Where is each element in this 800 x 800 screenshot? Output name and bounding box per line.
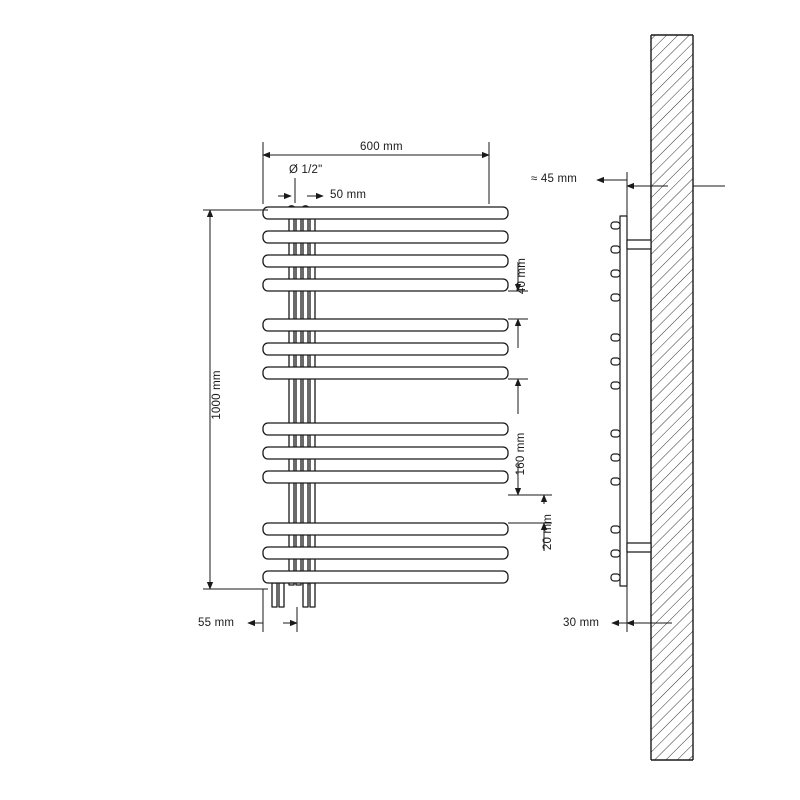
wall-brackets (627, 240, 651, 552)
dim-label-bottom-offset: 55 mm (198, 617, 235, 629)
dim-label-gap-tiny: 20 mm (542, 513, 554, 551)
dim-label-gap-small: 40 mm (516, 257, 528, 295)
wall-section (651, 35, 693, 760)
side-view-geometry (611, 216, 651, 586)
dim-label-wall-distance: ≈ 45 mm (531, 173, 578, 185)
front-view-geometry (263, 206, 508, 607)
dim-label-gap-large: 160 mm (515, 432, 527, 476)
side-collector-profile (620, 216, 627, 586)
bottom-outlet-stubs (272, 583, 315, 607)
dim-label-connection-space: 50 mm (330, 189, 367, 201)
dim-label-pipe-diameter: Ø 1/2" (289, 164, 323, 176)
dim-label-height-total: 1000 mm (211, 370, 223, 420)
side-rail-ends (611, 222, 620, 581)
dim-label-bracket-depth: 30 mm (563, 617, 600, 629)
dim-label-width: 600 mm (360, 141, 403, 153)
